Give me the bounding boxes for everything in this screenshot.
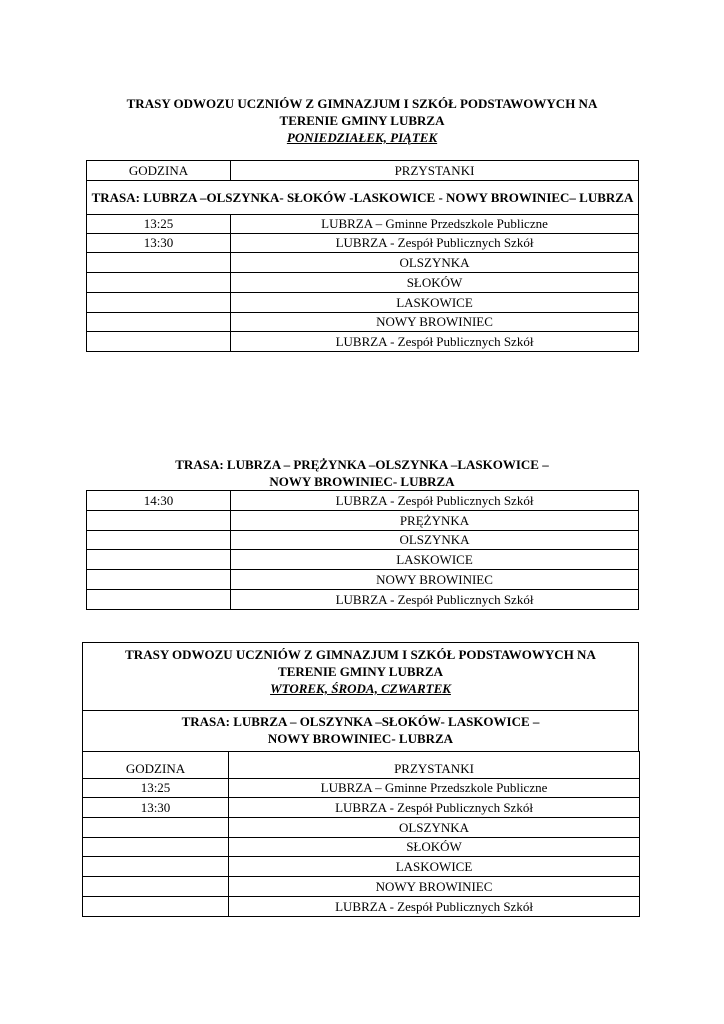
table-row	[87, 590, 639, 610]
table-row	[87, 511, 639, 531]
table-row	[87, 550, 639, 570]
row-stop: LASKOWICE	[229, 857, 640, 877]
section1-heading	[0, 95, 724, 146]
row-time	[87, 273, 231, 293]
row-time	[87, 511, 231, 531]
section2-heading	[0, 456, 724, 490]
row-stop: PRĘŻYNKA	[231, 511, 639, 531]
section1-table	[86, 160, 639, 352]
row-stop: SŁOKÓW	[231, 273, 639, 293]
table-row	[87, 570, 639, 590]
row-stop: LUBRZA - Zespół Publicznych Szkół	[231, 590, 639, 610]
row-stop: LUBRZA – Gminne Przedszkole Publiczne	[229, 779, 640, 798]
row-time: 13:30	[83, 798, 229, 818]
row-time	[83, 838, 229, 857]
table-row	[83, 857, 640, 877]
table-row	[87, 293, 639, 313]
section3-title-line2: TERENIE GMINY LUBRZA	[278, 664, 443, 679]
header-time: GODZINA	[83, 752, 229, 779]
section1-title-line2: TERENIE GMINY LUBRZA	[279, 113, 445, 128]
table-row	[87, 273, 639, 293]
table-row	[87, 332, 639, 352]
row-time: 13:25	[83, 779, 229, 798]
row-time	[83, 897, 229, 917]
row-time	[87, 313, 231, 332]
row-stop: OLSZYNKA	[231, 531, 639, 550]
row-time	[83, 877, 229, 897]
header-stops: PRZYSTANKI	[229, 752, 640, 779]
table-row	[83, 838, 640, 857]
row-stop: LUBRZA - Zespół Publicznych Szkół	[231, 234, 639, 253]
row-stop: NOWY BROWINIEC	[229, 877, 640, 897]
row-time	[87, 570, 231, 590]
row-time	[87, 253, 231, 273]
table-row	[87, 234, 639, 253]
section2-table	[86, 490, 639, 610]
row-time	[87, 550, 231, 570]
row-stop: LUBRZA - Zespół Publicznych Szkół	[231, 332, 639, 352]
table-row	[83, 897, 640, 917]
section1-days: PONIEDZIAŁEK, PIĄTEK	[286, 130, 438, 145]
section1-route: TRASA: LUBRZA –OLSZYNKA- SŁOKÓW -LASKOWICE - NOWY BROWINIEC– LUBRZA	[87, 181, 639, 215]
row-time	[87, 332, 231, 352]
row-stop: NOWY BROWINIEC	[231, 313, 639, 332]
route-row	[87, 181, 639, 215]
table-row	[87, 313, 639, 332]
table-row	[87, 491, 639, 511]
header-stops: PRZYSTANKI	[231, 161, 639, 181]
table-row	[87, 215, 639, 234]
table-row	[83, 798, 640, 818]
row-stop: OLSZYNKA	[229, 818, 640, 838]
header-time: GODZINA	[87, 161, 231, 181]
table-row	[87, 531, 639, 550]
row-time	[87, 590, 231, 610]
row-time	[83, 857, 229, 877]
row-stop: LUBRZA - Zespół Publicznych Szkół	[231, 491, 639, 511]
row-stop: LASKOWICE	[231, 293, 639, 313]
section2-route-line1: TRASA: LUBRZA – PRĘŻYNKA –OLSZYNKA –LASKOWICE –	[175, 457, 549, 472]
section3-route-line1: TRASA: LUBRZA – OLSZYNKA –SŁOKÓW- LASKOWICE –	[181, 714, 540, 729]
section3-heading-box	[82, 642, 639, 711]
row-stop: LUBRZA - Zespół Publicznych Szkół	[229, 798, 640, 818]
row-time: 14:30	[87, 491, 231, 511]
row-time	[87, 531, 231, 550]
section3-route-line2: NOWY BROWINIEC- LUBRZA	[267, 731, 454, 746]
section3-days: WTOREK, ŚRODA, CZWARTEK	[270, 681, 451, 696]
row-stop: SŁOKÓW	[229, 838, 640, 857]
section3-table	[82, 751, 640, 917]
section3-route-box	[82, 710, 639, 752]
table-header-row	[83, 752, 640, 779]
row-stop: LUBRZA – Gminne Przedszkole Publiczne	[231, 215, 639, 234]
table-row	[83, 779, 640, 798]
table-row	[83, 818, 640, 838]
section2-route-line2: NOWY BROWINIEC- LUBRZA	[269, 474, 455, 489]
section1-title-line1: TRASY ODWOZU UCZNIÓW Z GIMNAZJUM I SZKÓŁ PODSTAWOWYCH NA	[126, 96, 598, 111]
row-time: 13:25	[87, 215, 231, 234]
row-stop: OLSZYNKA	[231, 253, 639, 273]
table-row	[87, 253, 639, 273]
row-stop: LUBRZA - Zespół Publicznych Szkół	[229, 897, 640, 917]
row-time	[87, 293, 231, 313]
row-stop: LASKOWICE	[231, 550, 639, 570]
section3-title-line1: TRASY ODWOZU UCZNIÓW Z GIMNAZJUM I SZKÓŁ PODSTAWOWYCH NA	[125, 647, 596, 662]
row-time	[83, 818, 229, 838]
row-stop: NOWY BROWINIEC	[231, 570, 639, 590]
row-time: 13:30	[87, 234, 231, 253]
table-row	[83, 877, 640, 897]
table-header-row	[87, 161, 639, 181]
